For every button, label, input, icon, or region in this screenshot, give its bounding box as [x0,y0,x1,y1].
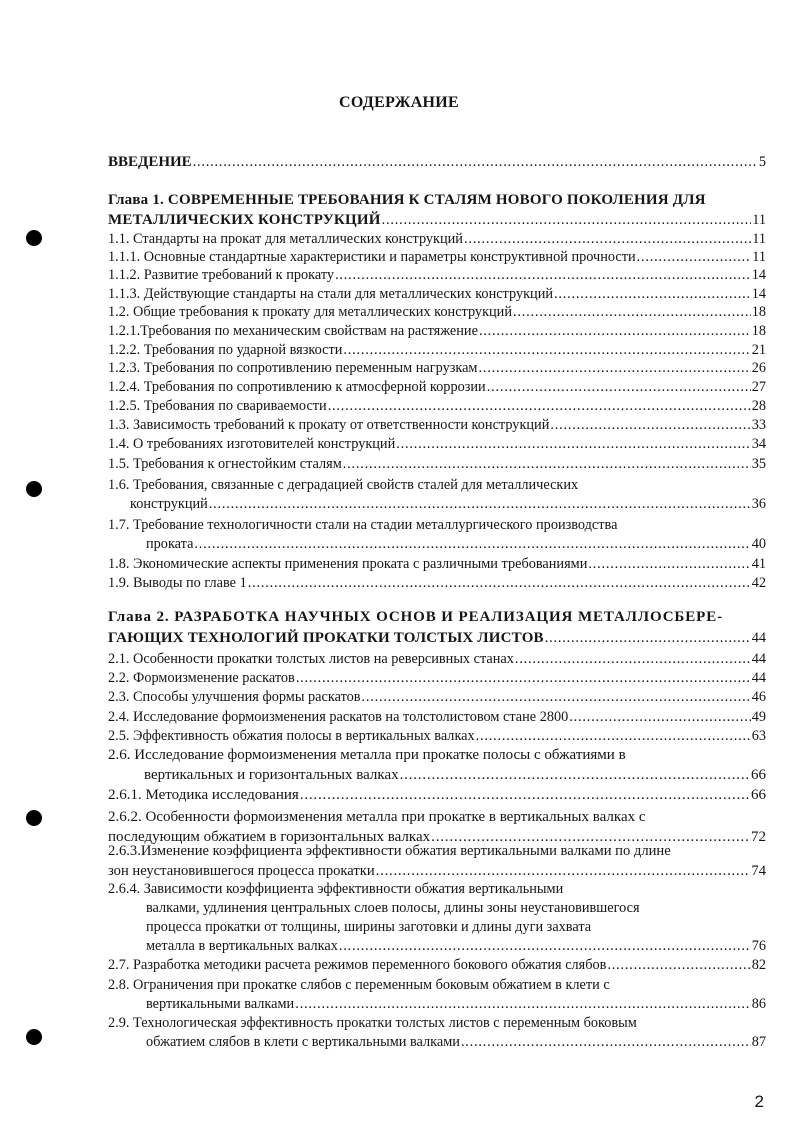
leader-dots [343,455,751,474]
leader-dots [461,1033,751,1052]
toc-entry-text: вертикальными валками [146,996,295,1012]
toc-entry-text: 2.1. Особенности прокатки толстых листов на реверсивных станах [108,651,514,667]
toc-page-number: 86 [751,996,766,1012]
toc-entry[interactable] [108,230,766,249]
toc-page-number: 28 [751,398,766,414]
toc-entry[interactable] [108,435,766,454]
toc-page-number: 66 [751,767,766,783]
toc-page-number: 76 [751,938,766,954]
toc-entry-text: 1.2.5. Требования по свариваемости [108,398,327,414]
leader-dots [607,956,750,975]
toc-entry-text: последующим обжатием в горизонтальных валках [108,829,431,845]
leader-dots [464,230,751,249]
page-number: 2 [754,1092,764,1111]
toc-entry-2-6-3-line1: 2.6.3.Изменение коэффициента эффективности обжатия вертикальными валками по длине [108,843,671,859]
toc-entry-text: ВВЕДЕНИЕ [108,154,192,170]
toc-entry-text: 1.1.1. Основные стандартные характеристики и параметры конструктивной прочности [108,249,636,265]
toc-entry[interactable] [108,708,766,727]
toc-entry-text: зон неустановившегося процесса прокатки [108,863,375,879]
toc-page-number: 44 [751,651,766,667]
toc-page-number: 11 [752,231,766,247]
chapter-1-heading: Глава 1. СОВРЕМЕННЫЕ ТРЕБОВАНИЯ К СТАЛЯМ НОВОГО ПОКОЛЕНИЯ ДЛЯ [108,192,706,208]
toc-entry[interactable] [108,727,766,746]
toc-entry-text: 1.2.2. Требования по ударной вязкости [108,342,343,358]
toc-page-number: 34 [751,436,766,452]
toc-page-number: 40 [751,536,766,552]
toc-entry-2-6-4-line2: валками, удлинения центральных слоев полосы, длины зоны неустановившегося [146,900,640,916]
toc-page-number: 44 [751,670,766,686]
toc-entry-text: 2.4. Исследование формоизменения раскатов на толстолистовом стане 2800 [108,709,569,725]
toc-page-number: 14 [751,286,766,302]
leader-dots [554,285,751,304]
toc-page-number: 21 [751,342,766,358]
leader-dots [400,766,750,785]
leader-dots [550,416,750,435]
toc-page-number: 66 [751,787,766,803]
leader-dots [637,248,752,267]
toc-page-number: 26 [751,360,766,376]
toc-entry-text: 2.7. Разработка методики расчета режимов переменного бокового обжатия слябов [108,957,607,973]
toc-entry[interactable] [108,669,766,688]
toc-entry-1-7[interactable] [146,535,766,554]
toc-entry[interactable] [108,574,766,593]
toc-entry-2-9[interactable] [146,1033,766,1052]
toc-entry-text: 1.5. Требования к огнестойким сталям [108,456,342,472]
toc-page-number: 11 [752,212,766,228]
binder-hole [26,481,42,497]
toc-page-number: 82 [751,957,766,973]
leader-dots [362,688,751,707]
toc-entry[interactable] [108,956,766,975]
toc-entry-2-6-line1: 2.6. Исследование формоизменения металла при прокатке полосы с обжатиями в [108,747,626,763]
toc-entry[interactable] [108,650,766,669]
toc-entry-text: 2.3. Способы улучшения формы раскатов [108,689,361,705]
toc-entry[interactable] [108,786,766,805]
leader-dots [193,153,758,172]
toc-page-number: 11 [752,249,766,265]
toc-page-number: 18 [751,304,766,320]
toc-page-number: 41 [751,556,766,572]
toc-entry-text: 1.1.3. Действующие стандарты на стали для металлических конструкций [108,286,553,302]
toc-page-number: 18 [751,323,766,339]
leader-dots [513,303,751,322]
toc-entry-text: 1.8. Экономические аспекты применения проката с различными требованиями [108,556,588,572]
toc-entry[interactable] [108,285,766,304]
leader-dots [479,359,751,378]
toc-entry[interactable] [108,341,766,360]
leader-dots [339,937,751,956]
toc-entry-1-6[interactable] [130,495,766,514]
chapter-1-heading-end[interactable] [108,211,766,230]
toc-page-number: 36 [751,496,766,512]
leader-dots [515,650,751,669]
chapter-2-heading-end[interactable] [108,629,766,648]
leader-dots [335,266,751,285]
leader-dots [209,495,751,514]
toc-entry[interactable] [108,455,766,474]
leader-dots [588,555,750,574]
toc-intro[interactable] [108,153,766,172]
toc-entry-text: 2.6.1. Методика исследования [108,787,299,803]
leader-dots [479,322,751,341]
toc-entry-2-6-4-line3: процесса прокатки от толщины, ширины заготовки и длины дуги захвата [146,919,592,935]
leader-dots [296,669,751,688]
leader-dots [545,629,751,648]
toc-entry-2-6-3[interactable] [108,862,766,881]
toc-entry[interactable] [108,688,766,707]
leader-dots [295,995,751,1014]
toc-entry-2-6[interactable] [144,766,766,785]
toc-entry-text: 1.4. О требованиях изготовителей конструкций [108,436,396,452]
toc-entry-text: 1.2.4. Требования по сопротивлению к атмосферной коррозии [108,379,486,395]
toc-entry-2-9-line1: 2.9. Технологическая эффективность прокатки толстых листов с переменным боковым [108,1015,637,1031]
leader-dots [343,341,750,360]
toc-entry[interactable] [108,555,766,574]
toc-entry[interactable] [108,397,766,416]
toc-entry-text: 1.3. Зависимость требований к прокату от ответственности конструкций [108,417,550,433]
toc-entry[interactable] [108,303,766,322]
toc-page-number: 44 [751,630,766,646]
toc-entry-2-6-4[interactable] [146,937,766,956]
leader-dots [487,378,751,397]
leader-dots [248,574,751,593]
toc-entry-text: 1.2.1.Требования по механическим свойствам на растяжение [108,323,478,339]
toc-entry-text: 1.2.3. Требования по сопротивлению переменным нагрузкам [108,360,478,376]
toc-entry[interactable] [108,378,766,397]
toc-entry-text: конструкций [130,496,208,512]
binder-hole [26,810,42,826]
toc-entry-text: 1.1.2. Развитие требований к прокату [108,267,335,283]
toc-page-number: 72 [751,829,766,845]
toc-entry-1-6-line1: 1.6. Требования, связанные с деградацией свойств сталей для металлических [108,477,579,493]
toc-entry[interactable] [108,416,766,435]
toc-page-number: 87 [751,1034,766,1050]
page-title: СОДЕРЖАНИЕ [338,94,460,111]
toc-entry[interactable] [108,322,766,341]
toc-entry-text: проката [146,536,194,552]
toc-entry-text: металла в вертикальных валках [146,938,338,954]
toc-entry-text: обжатием слябов в клети с вертикальными валками [146,1034,460,1050]
toc-page-number: 46 [751,689,766,705]
leader-dots [476,727,751,746]
leader-dots [569,708,750,727]
toc-page-number: 14 [751,267,766,283]
toc-entry-text: 1.2. Общие требования к прокату для металлических конструкций [108,304,512,320]
chapter-2-heading: Глава 2. РАЗРАБОТКА НАУЧНЫХ ОСНОВ И РЕАЛИЗАЦИЯ МЕТАЛЛОСБЕРЕ- [108,609,724,625]
toc-entry[interactable] [108,359,766,378]
leader-dots [382,211,752,230]
toc-page-number: 63 [751,728,766,744]
toc-entry-2-8[interactable] [146,995,766,1014]
toc-entry-text: МЕТАЛЛИЧЕСКИХ КОНСТРУКЦИЙ [108,212,381,228]
toc-page-number: 74 [751,863,766,879]
toc-entry-text: 2.2. Формоизменение раскатов [108,670,295,686]
toc-entry[interactable] [108,248,766,267]
toc-page-number: 49 [751,709,766,725]
toc-page-number: 42 [751,575,766,591]
toc-entry-text: 2.5. Эффективность обжатия полосы в вертикальных валках [108,728,475,744]
leader-dots [328,397,751,416]
toc-entry[interactable] [108,266,766,285]
toc-entry-text: 1.1. Стандарты на прокат для металлических конструкций [108,231,463,247]
binder-hole [26,230,42,246]
toc-entry-2-8-line1: 2.8. Ограничения при прокатке слябов с переменным боковым обжатием в клети с [108,977,610,993]
toc-page-number: 27 [751,379,766,395]
toc-entry-text: 1.9. Выводы по главе 1 [108,575,247,591]
toc-entry-2-6-2-line1: 2.6.2. Особенности формоизменения металла при прокатке в вертикальных валках с [108,809,646,825]
binder-hole [26,1029,42,1045]
leader-dots [194,535,750,554]
leader-dots [300,786,750,805]
toc-page-number: 5 [758,154,766,170]
toc-entry-text: вертикальных и горизонтальных валках [144,767,399,783]
leader-dots [376,862,751,881]
toc-entry-2-6-4-line1: 2.6.4. Зависимости коэффициента эффективности обжатия вертикальными [108,881,564,897]
toc-entry-1-7-line1: 1.7. Требование технологичности стали на стадии металлургического производства [108,517,618,533]
leader-dots [396,435,750,454]
toc-page-number: 33 [751,417,766,433]
toc-entry-text: ГАЮЩИХ ТЕХНОЛОГИЙ ПРОКАТКИ ТОЛСТЫХ ЛИСТОВ [108,630,544,646]
toc-page-number: 35 [751,456,766,472]
